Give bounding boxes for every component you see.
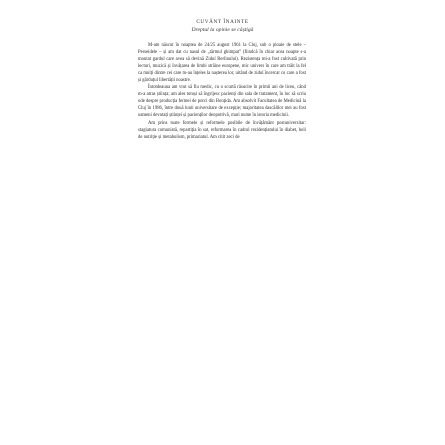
chapter-subheading: Dreptul la opinie se câștigă: [191, 27, 254, 33]
chapter-header: [0, 18, 445, 35]
body-paragraph: Întotdeauna am vrut să fiu medic, cu o scurtă răsucire în primii ani de liceu, când m-a atras știința; am ales totuși să îngrijesc pacienți din sala de tratament, în loc să scriu ode despre producția fermei de porci din Bonțida. Am absolvit Facultatea de Medicină la Cluj în 1986, între două lunii universitare de excepție; majoritatea dascălilor mei au fost oameni devotați științei și pacienților deopotrivă, mari nume în istoria medicinii.: [138, 85, 306, 119]
chapter-heading: CUVÂNT ÎNAINTE: [196, 19, 249, 25]
body-paragraph: Am prins toate formele și reformele posibile de învățământ postuniversitar: stagiatura comunistă, repartiția în sat, reformarea în cadrul rezidențiatului în diabet, boli de nutriție și metabolism, primariatul. Am citit zeci de: [138, 120, 306, 140]
chapter-body: [138, 42, 306, 141]
body-paragraph: M-am născut în noaptea de 24/25 august 1961 la Cluj, sub o ploaie de stele – Perseidele – și am dat cu nasul de „tărmul ghimpat” (fiindcă în chiar acea noapte s-a montat gardul care avea să devină Zidul Berlinului). Rezistența mi-a fost cultivată prin lecturi, muzică și învățarea de limbi străine europene, mic univers în care am trăit la fel ca mulți dintre cei care m-au înțeles la nașterea lor, uitând de zidul încercat cu care a fost și gărduțul libertății noastre.: [138, 43, 306, 84]
